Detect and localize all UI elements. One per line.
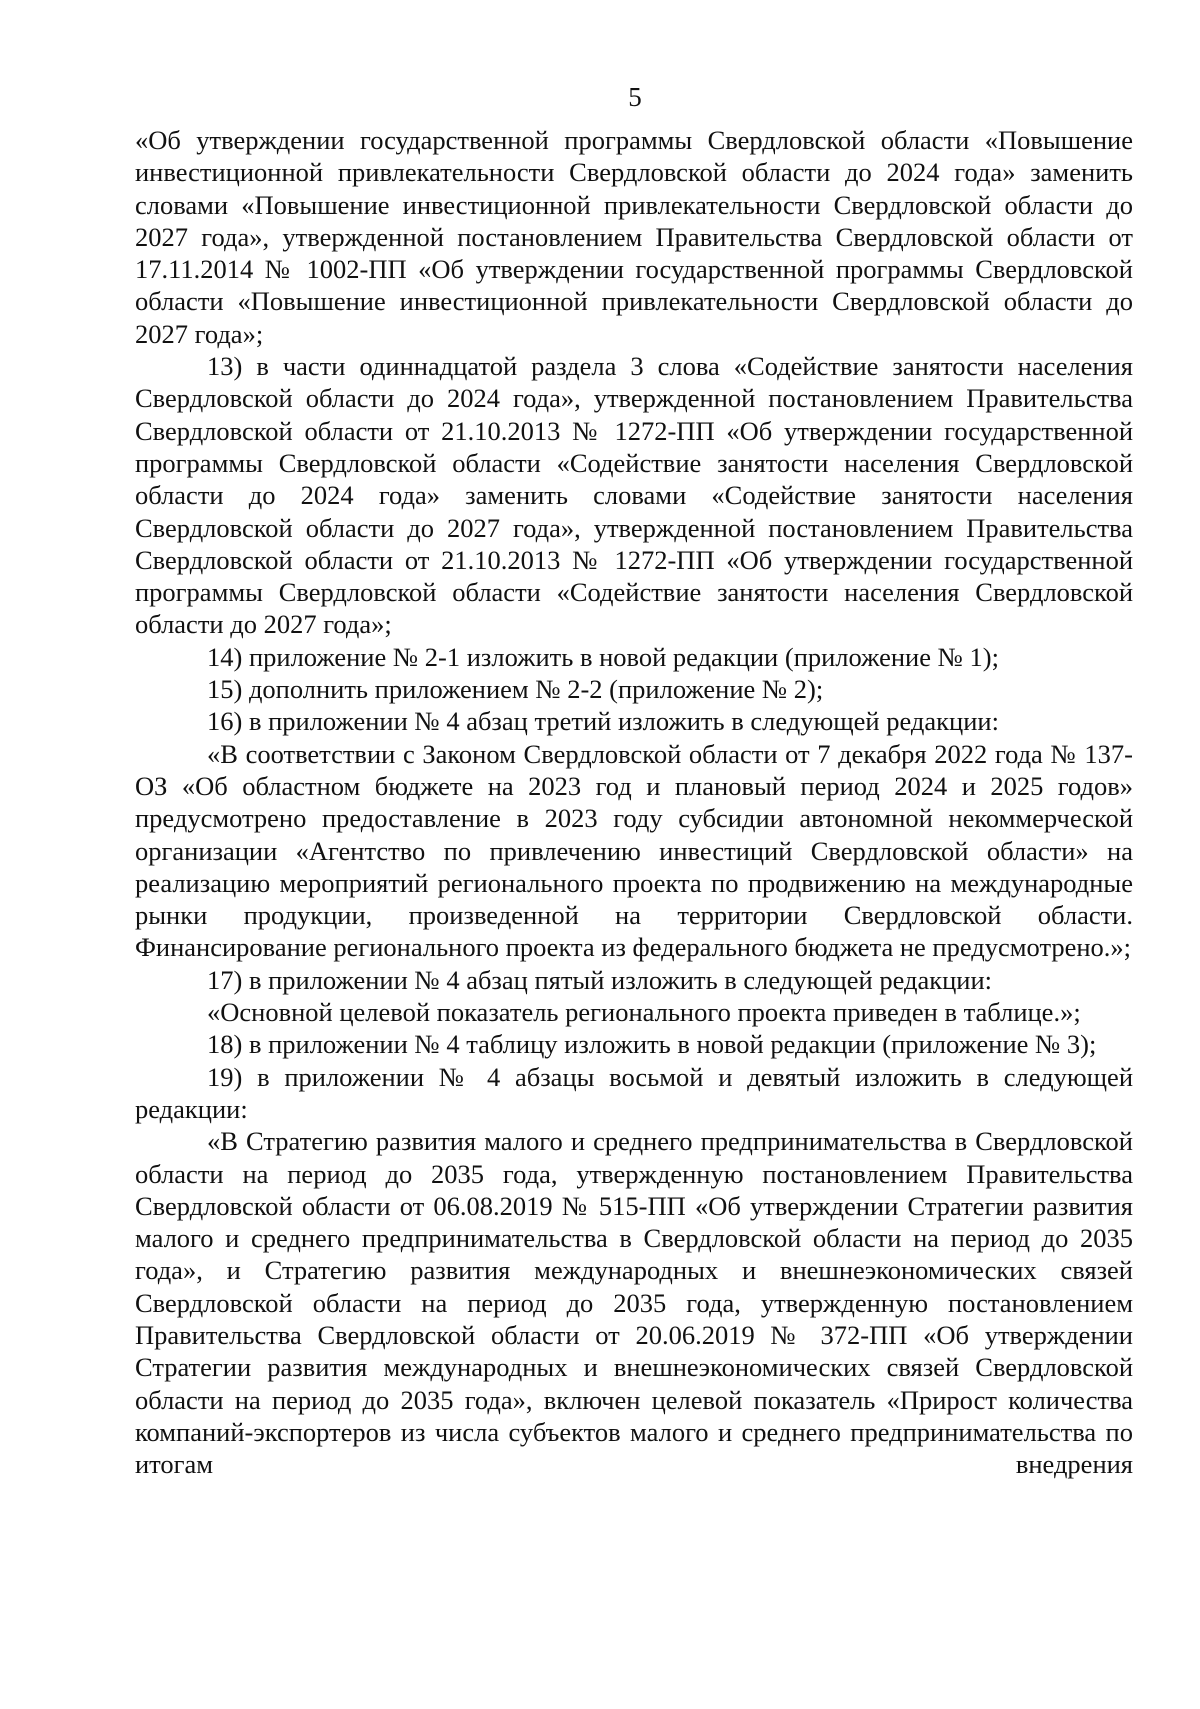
paragraph-item-13: 13) в части одиннадцатой раздела 3 слова «Содействие занятости населения Свердловской области до 2024 года», утвержденной постановлением Правительства Свердловской области от 21.10.2013 № 1272-ПП «Об утверждении государственной программы Свердловской области «Содействие занятости населения Свердловской области до 2024 года» заменить словами «Содействие занятости населения Свердловской области до 2027 года», утвержденной постановлением Правительства Свердловской области от 21.10.2013 № 1272-ПП «Об утверждении государственной программы Свердловской области «Содействие занятости населения Свердловской области до 2027 года»;	[135, 351, 1133, 640]
document-body	[135, 124, 1133, 1480]
paragraph-continuation: «Об утверждении государственной программы Свердловской области «Повышение инвестиционной привлекательности Свердловской области до 2024 года» заменить словами «Повышение инвестиционной привлекательности Свердловской области до 2027 года», утвержденной постановлением Правительства Свердловской области от 17.11.2014 № 1002-ПП «Об утверждении государственной программы Свердловской области «Повышение инвестиционной привлекательности Свердловской области до 2027 года»;	[135, 125, 1133, 349]
paragraph-item-18: 18) в приложении № 4 таблицу изложить в новой редакции (приложение № 3);	[207, 1029, 1097, 1060]
paragraph-item-15: 15) дополнить приложением № 2-2 (приложение № 2);	[207, 674, 824, 705]
paragraph-quote-financing: «В соответствии с Законом Свердловской области от 7 декабря 2022 года № 137-ОЗ «Об областном бюджете на 2023 год и плановый период 2024 и 2025 годов» предусмотрено предоставление в 2023 году субсидии автономной некоммерческой организации «Агентство по привлечению инвестиций Свердловской области» на реализацию мероприятий регионального проекта по продвижению на международные рынки продукции, произведенной на территории Свердловской области. Финансирование регионального проекта из федерального бюджета не предусмотрено.»;	[135, 738, 1133, 963]
paragraph-item-19: 19) в приложении № 4 абзацы восьмой и девятый изложить в следующей редакции:	[135, 1061, 1133, 1124]
page-number: 5	[628, 82, 642, 112]
paragraph-item-14: 14) приложение № 2-1 изложить в новой редакции (приложение № 1);	[207, 641, 999, 672]
paragraph-item-16: 16) в приложении № 4 абзац третий изложить в следующей редакции:	[207, 706, 999, 737]
paragraph-item-17: 17) в приложении № 4 абзац пятый изложить в следующей редакции:	[207, 964, 993, 995]
paragraph-quote-indicator: «Основной целевой показатель регионального проекта приведен в таблице.»;	[207, 997, 1081, 1028]
paragraph-quote-strategy: «В Стратегию развития малого и среднего предпринимательства в Свердловской области на период до 2035 года, утвержденную постановлением Правительства Свердловской области от 06.08.2019 № 515-ПП «Об утверждении Стратегии развития малого и среднего предпринимательства в Свердловской области на период до 2035 года», и Стратегию развития международных и внешнеэкономических связей Свердловской области на период до 2035 года, утвержденную постановлением Правительства Свердловской области от 20.06.2019 № 372-ПП «Об утверждении Стратегии развития международных и внешнеэкономических связей Свердловской области на период до 2035 года», включен целевой показатель «Прирост количества компаний-экспортеров из числа субъектов малого и среднего предпринимательства по итогам внедрения	[135, 1126, 1133, 1480]
